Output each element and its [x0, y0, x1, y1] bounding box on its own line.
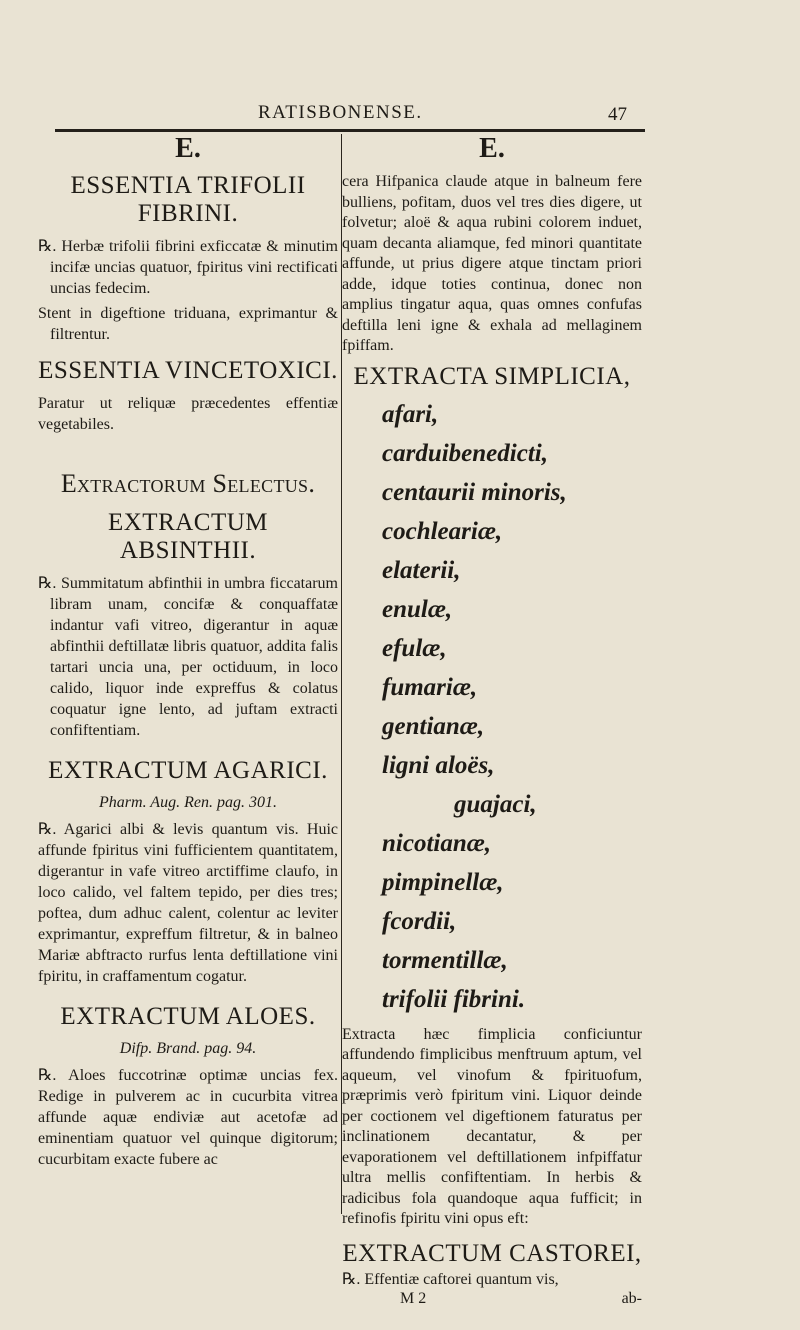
- simplicia-list: [342, 395, 642, 1019]
- list-item: elaterii,: [382, 556, 461, 584]
- section-title: ESSENTIA VINCETOXICI.: [38, 357, 338, 384]
- running-title: RATISBONENSE.: [258, 102, 423, 123]
- header-rule: [55, 129, 645, 132]
- reference: Difp. Brand. pag. 94.: [119, 1040, 257, 1057]
- section-title: EXTRACTUM CASTOREI,: [342, 1239, 642, 1267]
- column-letter: E.: [479, 133, 505, 164]
- list-item: cochleariæ,: [382, 517, 503, 545]
- list-item: efulæ,: [382, 634, 447, 662]
- section-title: EXTRACTUM AGARICI.: [48, 757, 328, 784]
- page-number: 47: [608, 104, 627, 125]
- recipe-paragraph: Extracta hæc fimplicia conficiuntur affundendo fimplicibus menftruum aptum, vel aqueum, vel vinofum & fpirituofum, præprimis verò fpiritum vini. Liquor deinde per coctionem vel digeftionem faturatus per inclinationem decantatur, & per evaporationem vel deftillationem infpiffatur ultra mellis confiftentiam. In herbis & radicibus fola quandoque aqua fufficit; in refinofis fpiritu vini opus eft:: [342, 1025, 642, 1227]
- list-item: afari,: [382, 400, 439, 428]
- running-head: [0, 100, 800, 130]
- list-item: trifolii fibrini.: [382, 985, 526, 1013]
- list-item: carduibenedicti,: [382, 439, 548, 467]
- section-title: ESSENTIA TRIFOLII FIBRINI.: [70, 172, 306, 227]
- column-letter: E.: [175, 133, 201, 164]
- continued-paragraph: cera Hifpanica claude atque in balneum fere bulliens, pofitam, duos vel tres dies digere, ut folvetur; aloë & aqua rubini colorem induet, quam decanta aliamque, fed minori quantitate affunde, ut prius digere atque tinctam priori adde, idque toties continua, donec non amplius tingatur aqua, quas omnes confufas deftilla leni igne & exhala ad mellaginem fpiffam.: [342, 173, 642, 354]
- signature-row: [342, 1290, 642, 1312]
- catchword: ab-: [621, 1290, 642, 1307]
- recipe-paragraph: ℞. Summitatum abfinthii in umbra ficcatarum libram unam, concifæ & conquaffatæ indantur vafi vitreo, digerantur in aquæ abfinthii deftillatæ libris quatuor, addita falis tartari uncia una, per octiduum, in loco calido, liquor inde expreffus & colatus coquatur igne lento, ad juftam extracti confiftentiam.: [38, 575, 338, 739]
- recipe-paragraph: ℞. Herbæ trifolii fibrini exficcatæ & minutim incifæ uncias quatuor, fpiritus vini rectificati uncias fedecim.: [38, 238, 338, 297]
- left-column: [38, 134, 338, 1174]
- list-item: enulæ,: [382, 595, 453, 623]
- reference: Pharm. Aug. Ren. pag. 301.: [99, 794, 277, 811]
- recipe-paragraph: ℞. Aloes fuccotrinæ optimæ uncias fex. Redige in pulverem ac in cucurbita vitrea affunde aquæ endiviæ aut acetofæ ad eminentiam quatuor vel quinque digitorum; cucurbitam exacte fubere ac: [38, 1067, 338, 1168]
- list-item: nicotianæ,: [382, 829, 492, 857]
- recipe-paragraph: Paratur ut reliquæ præcedentes effentiæ vegetabiles.: [38, 395, 338, 433]
- list-item: ligni aloës,: [382, 751, 495, 779]
- recipe-paragraph: Stent in digeftione triduana, exprimantur & filtrentur.: [38, 305, 338, 343]
- recipe-paragraph: ℞. Agarici albi & levis quantum vis. Huic affunde fpiritus vini fufficientem quantitatem, digerantur in vafe vitreo arctiffime claufo, in loco calido, vel faltem tepido, per dies tres; poftea, dum adhuc calent, colentur ac leviter exprimantur, expreffum filtretur, & in balneo Mariæ abftracto rurfus lenta deftillatione vini fpiritu, in craffamentum cogatur.: [38, 821, 338, 985]
- section-title: EXTRACTUM ABSINTHII.: [107, 509, 269, 564]
- list-item: centaurii minoris,: [382, 478, 567, 506]
- recipe-paragraph: ℞. Effentiæ caftorei quantum vis,: [342, 1270, 559, 1288]
- list-item: gentianæ,: [382, 712, 485, 740]
- list-item: pimpinellæ,: [382, 868, 504, 896]
- list-item: fumariæ,: [382, 673, 478, 701]
- list-item: tormentillæ,: [382, 946, 508, 974]
- chapter-title: Extractorum Selectus.: [60, 469, 316, 498]
- section-title: EXTRACTUM ALOES.: [60, 1003, 316, 1030]
- list-item: fcordii,: [382, 907, 457, 935]
- section-title: EXTRACTA SIMPLICIA,: [353, 362, 631, 390]
- list-item: guajaci,: [454, 790, 537, 818]
- signature-mark: M 2: [400, 1290, 427, 1307]
- right-column: [342, 134, 642, 1312]
